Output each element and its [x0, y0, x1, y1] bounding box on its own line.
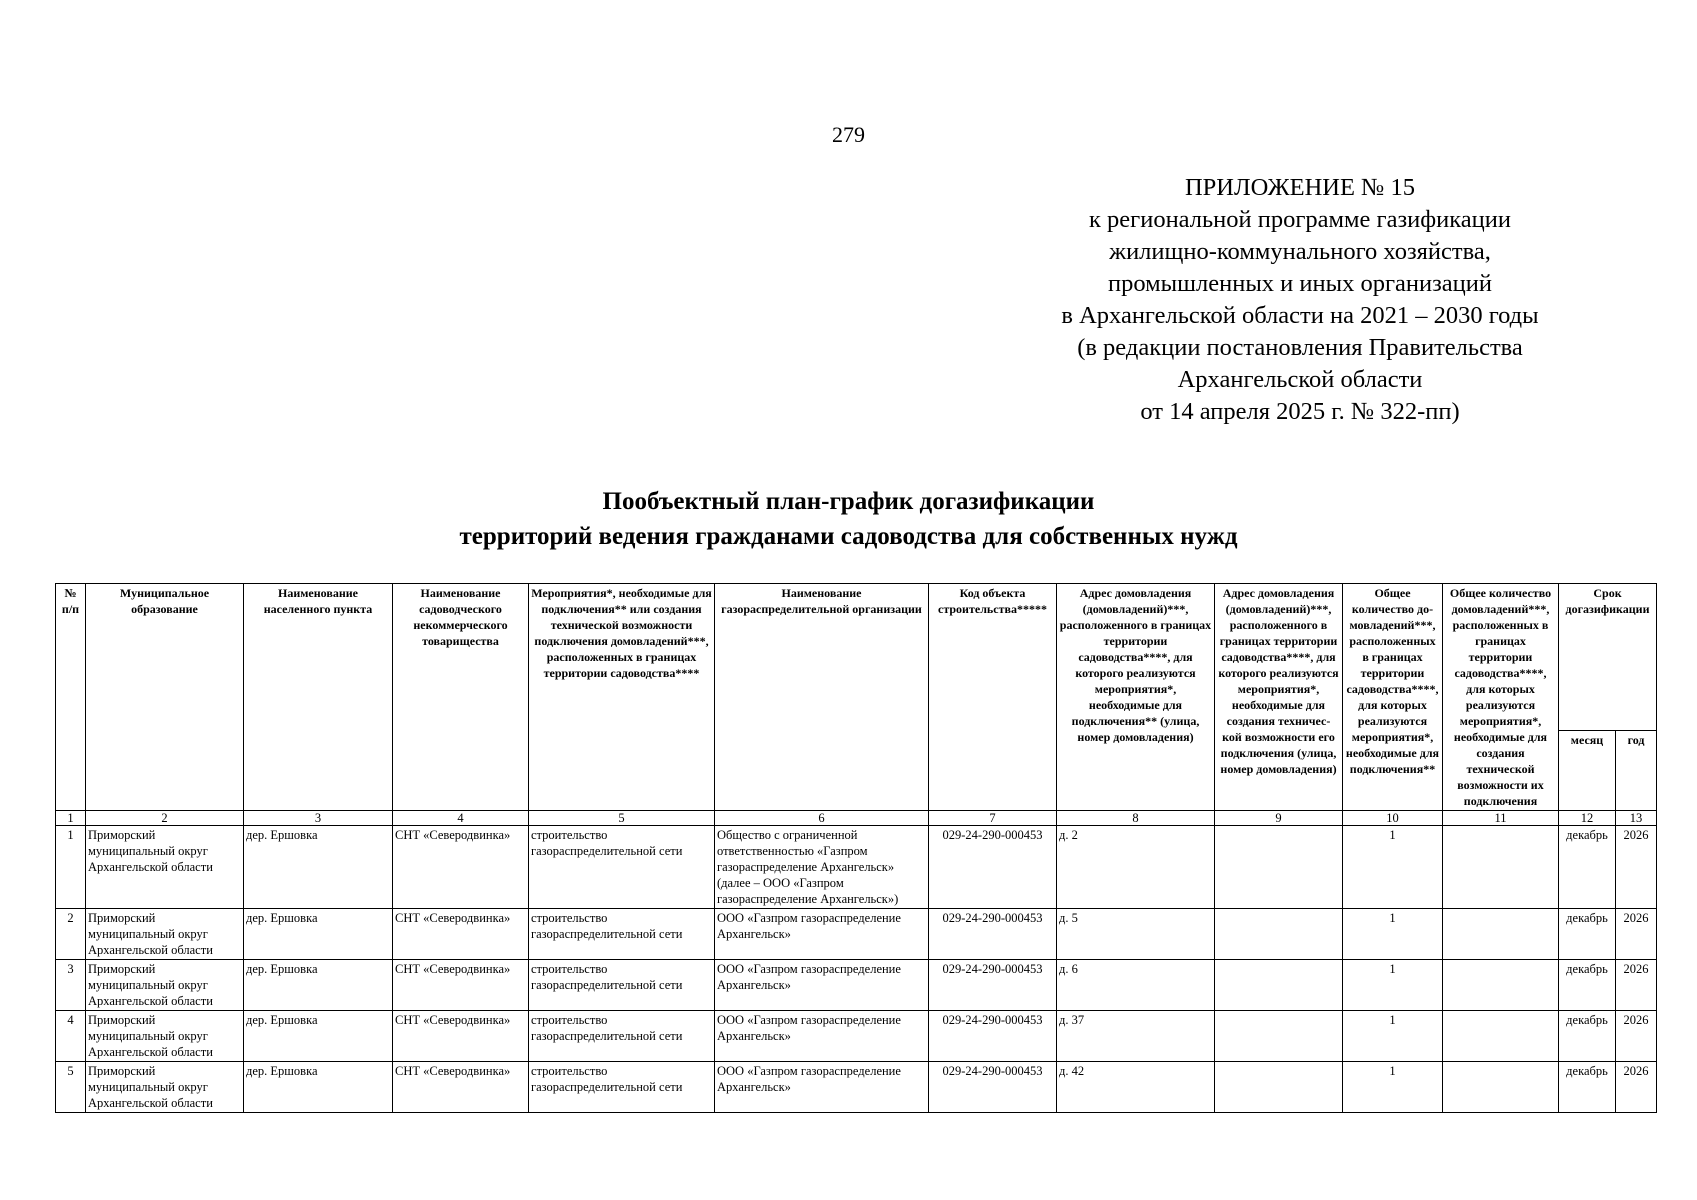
cell-snt: СНТ «Северодвинка» — [393, 1062, 529, 1113]
cell-number: 4 — [56, 1011, 86, 1062]
header-number: № п/п — [56, 584, 86, 811]
header-count-technical: Общее количество домовладений***, расположенных в границах территории садоводства****, для которых реализуются мероприятия*, необходимые для создания технической возможности их подключения — [1443, 584, 1559, 811]
cell-number: 5 — [56, 1062, 86, 1113]
cell-object-code: 029-24-290-000453 — [929, 826, 1057, 909]
column-number: 4 — [393, 811, 529, 826]
cell-activity: строительство газораспределительной сети — [529, 826, 715, 909]
cell-month: декабрь — [1559, 909, 1616, 960]
header-address-connection: Адрес домовладения (домовладений)***, расположенного в границах территории садоводства****, для которого реализуются мероприятия*, необходимые для подключения** (улица, номер домовладения) — [1057, 584, 1215, 811]
appendix-line: промышленных и иных организаций — [1108, 270, 1492, 297]
column-number: 12 — [1559, 811, 1616, 826]
cell-address-connection: д. 37 — [1057, 1011, 1215, 1062]
cell-count-connection: 1 — [1343, 960, 1443, 1011]
table-row — [56, 1011, 1657, 1062]
column-number: 9 — [1215, 811, 1343, 826]
cell-address-technical — [1215, 1062, 1343, 1113]
gasification-schedule-table — [55, 583, 1657, 1113]
cell-activity: строительство газораспределительной сети — [529, 960, 715, 1011]
cell-count-connection: 1 — [1343, 1062, 1443, 1113]
cell-month: декабрь — [1559, 1011, 1616, 1062]
cell-count-technical — [1443, 1011, 1559, 1062]
cell-settlement: дер. Ершовка — [244, 826, 393, 909]
column-number: 13 — [1616, 811, 1657, 826]
header-activity: Мероприятия*, необходимые для подключения** или создания технической возможности подключения домовладений***, расположенных в границах территории садоводства**** — [529, 584, 715, 811]
appendix-line: Архангельской области — [1177, 366, 1423, 393]
cell-address-connection: д. 42 — [1057, 1062, 1215, 1113]
appendix-line: жилищно-коммунального хозяйства, — [1109, 238, 1491, 265]
header-organization: Наименование газораспределительной организации — [715, 584, 929, 811]
cell-organization: ООО «Газпром газораспределение Архангельск» — [715, 1011, 929, 1062]
column-number: 11 — [1443, 811, 1559, 826]
table-row — [56, 826, 1657, 909]
cell-object-code: 029-24-290-000453 — [929, 960, 1057, 1011]
header-address-technical: Адрес домовладения (домовладений)***, расположенного в границах территории садоводства****, для которого реализуются мероприятия*, необходимые для создания техничес-кой возможности его подключения (улица, номер домовладения) — [1215, 584, 1343, 811]
cell-organization: ООО «Газпром газораспределение Архангельск» — [715, 960, 929, 1011]
cell-count-technical — [1443, 826, 1559, 909]
column-number: 10 — [1343, 811, 1443, 826]
cell-activity: строительство газораспределительной сети — [529, 1011, 715, 1062]
cell-year: 2026 — [1616, 826, 1657, 909]
cell-snt: СНТ «Северодвинка» — [393, 826, 529, 909]
appendix-line: от 14 апреля 2025 г. № 322-пп) — [1140, 398, 1460, 425]
cell-year: 2026 — [1616, 960, 1657, 1011]
table-header-row — [56, 584, 1657, 731]
page-number: 279 — [832, 122, 865, 147]
cell-municipality: Приморский муниципальный округ Архангельской области — [86, 826, 244, 909]
document-title — [0, 484, 1697, 554]
header-month: месяц — [1559, 731, 1616, 811]
cell-year: 2026 — [1616, 1011, 1657, 1062]
header-municipality: Муниципальное образование — [86, 584, 244, 811]
cell-number: 3 — [56, 960, 86, 1011]
cell-object-code: 029-24-290-000453 — [929, 1011, 1057, 1062]
cell-object-code: 029-24-290-000453 — [929, 909, 1057, 960]
header-object-code: Код объекта строительства***** — [929, 584, 1057, 811]
column-number: 6 — [715, 811, 929, 826]
column-number: 1 — [56, 811, 86, 826]
cell-count-technical — [1443, 909, 1559, 960]
document-title-line: Пообъектный план-график догазификации — [602, 488, 1095, 515]
cell-municipality: Приморский муниципальный округ Архангельской области — [86, 960, 244, 1011]
cell-settlement: дер. Ершовка — [244, 1011, 393, 1062]
cell-year: 2026 — [1616, 1062, 1657, 1113]
cell-month: декабрь — [1559, 960, 1616, 1011]
cell-object-code: 029-24-290-000453 — [929, 1062, 1057, 1113]
column-number: 5 — [529, 811, 715, 826]
cell-count-connection: 1 — [1343, 826, 1443, 909]
cell-organization: ООО «Газпром газораспределение Архангельск» — [715, 909, 929, 960]
cell-count-technical — [1443, 960, 1559, 1011]
appendix-line: (в редакции постановления Правительства — [1077, 334, 1523, 361]
cell-address-connection: д. 5 — [1057, 909, 1215, 960]
cell-count-technical — [1443, 1062, 1559, 1113]
cell-municipality: Приморский муниципальный округ Архангельской области — [86, 909, 244, 960]
cell-count-connection: 1 — [1343, 909, 1443, 960]
column-number: 3 — [244, 811, 393, 826]
header-count-connection: Общее количество до-мовладений***, расположенных в границах территории садоводства****, для которых реализуются мероприятия*, необходимые для подключения** — [1343, 584, 1443, 811]
column-number: 7 — [929, 811, 1057, 826]
cell-organization: Общество с ограниченной ответственностью «Газпром газораспределение Архангельск» (далее – ООО «Газпром газораспределение Архангельск») — [715, 826, 929, 909]
cell-municipality: Приморский муниципальный округ Архангельской области — [86, 1011, 244, 1062]
cell-address-technical — [1215, 909, 1343, 960]
cell-number: 2 — [56, 909, 86, 960]
column-number: 8 — [1057, 811, 1215, 826]
appendix-line: в Архангельской области на 2021 – 2030 годы — [1061, 302, 1539, 329]
appendix-line: ПРИЛОЖЕНИЕ № 15 — [1184, 174, 1416, 201]
cell-snt: СНТ «Северодвинка» — [393, 1011, 529, 1062]
header-snt: Наименование садоводческого некоммерческого товарищества — [393, 584, 529, 811]
cell-address-technical — [1215, 1011, 1343, 1062]
cell-snt: СНТ «Северодвинка» — [393, 960, 529, 1011]
header-deadline: Срок догазификации — [1559, 584, 1657, 731]
column-number: 2 — [86, 811, 244, 826]
table-row — [56, 960, 1657, 1011]
appendix-line: к региональной программе газификации — [1089, 206, 1511, 233]
cell-organization: ООО «Газпром газораспределение Архангельск» — [715, 1062, 929, 1113]
cell-month: декабрь — [1559, 1062, 1616, 1113]
table-row — [56, 1062, 1657, 1113]
cell-settlement: дер. Ершовка — [244, 909, 393, 960]
cell-settlement: дер. Ершовка — [244, 960, 393, 1011]
cell-activity: строительство газораспределительной сети — [529, 1062, 715, 1113]
cell-snt: СНТ «Северодвинка» — [393, 909, 529, 960]
cell-settlement: дер. Ершовка — [244, 1062, 393, 1113]
cell-address-technical — [1215, 826, 1343, 909]
cell-activity: строительство газораспределительной сети — [529, 909, 715, 960]
column-number-row — [56, 811, 1657, 826]
cell-count-connection: 1 — [1343, 1011, 1443, 1062]
appendix-header — [1010, 172, 1590, 428]
cell-address-connection: д. 6 — [1057, 960, 1215, 1011]
cell-address-connection: д. 2 — [1057, 826, 1215, 909]
cell-number: 1 — [56, 826, 86, 909]
header-settlement: Наименование населенного пункта — [244, 584, 393, 811]
cell-month: декабрь — [1559, 826, 1616, 909]
cell-year: 2026 — [1616, 909, 1657, 960]
cell-municipality: Приморский муниципальный округ Архангельской области — [86, 1062, 244, 1113]
document-title-line: территорий ведения гражданами садоводства для собственных нужд — [459, 523, 1238, 550]
cell-address-technical — [1215, 960, 1343, 1011]
header-year: год — [1616, 731, 1657, 811]
table-row — [56, 909, 1657, 960]
